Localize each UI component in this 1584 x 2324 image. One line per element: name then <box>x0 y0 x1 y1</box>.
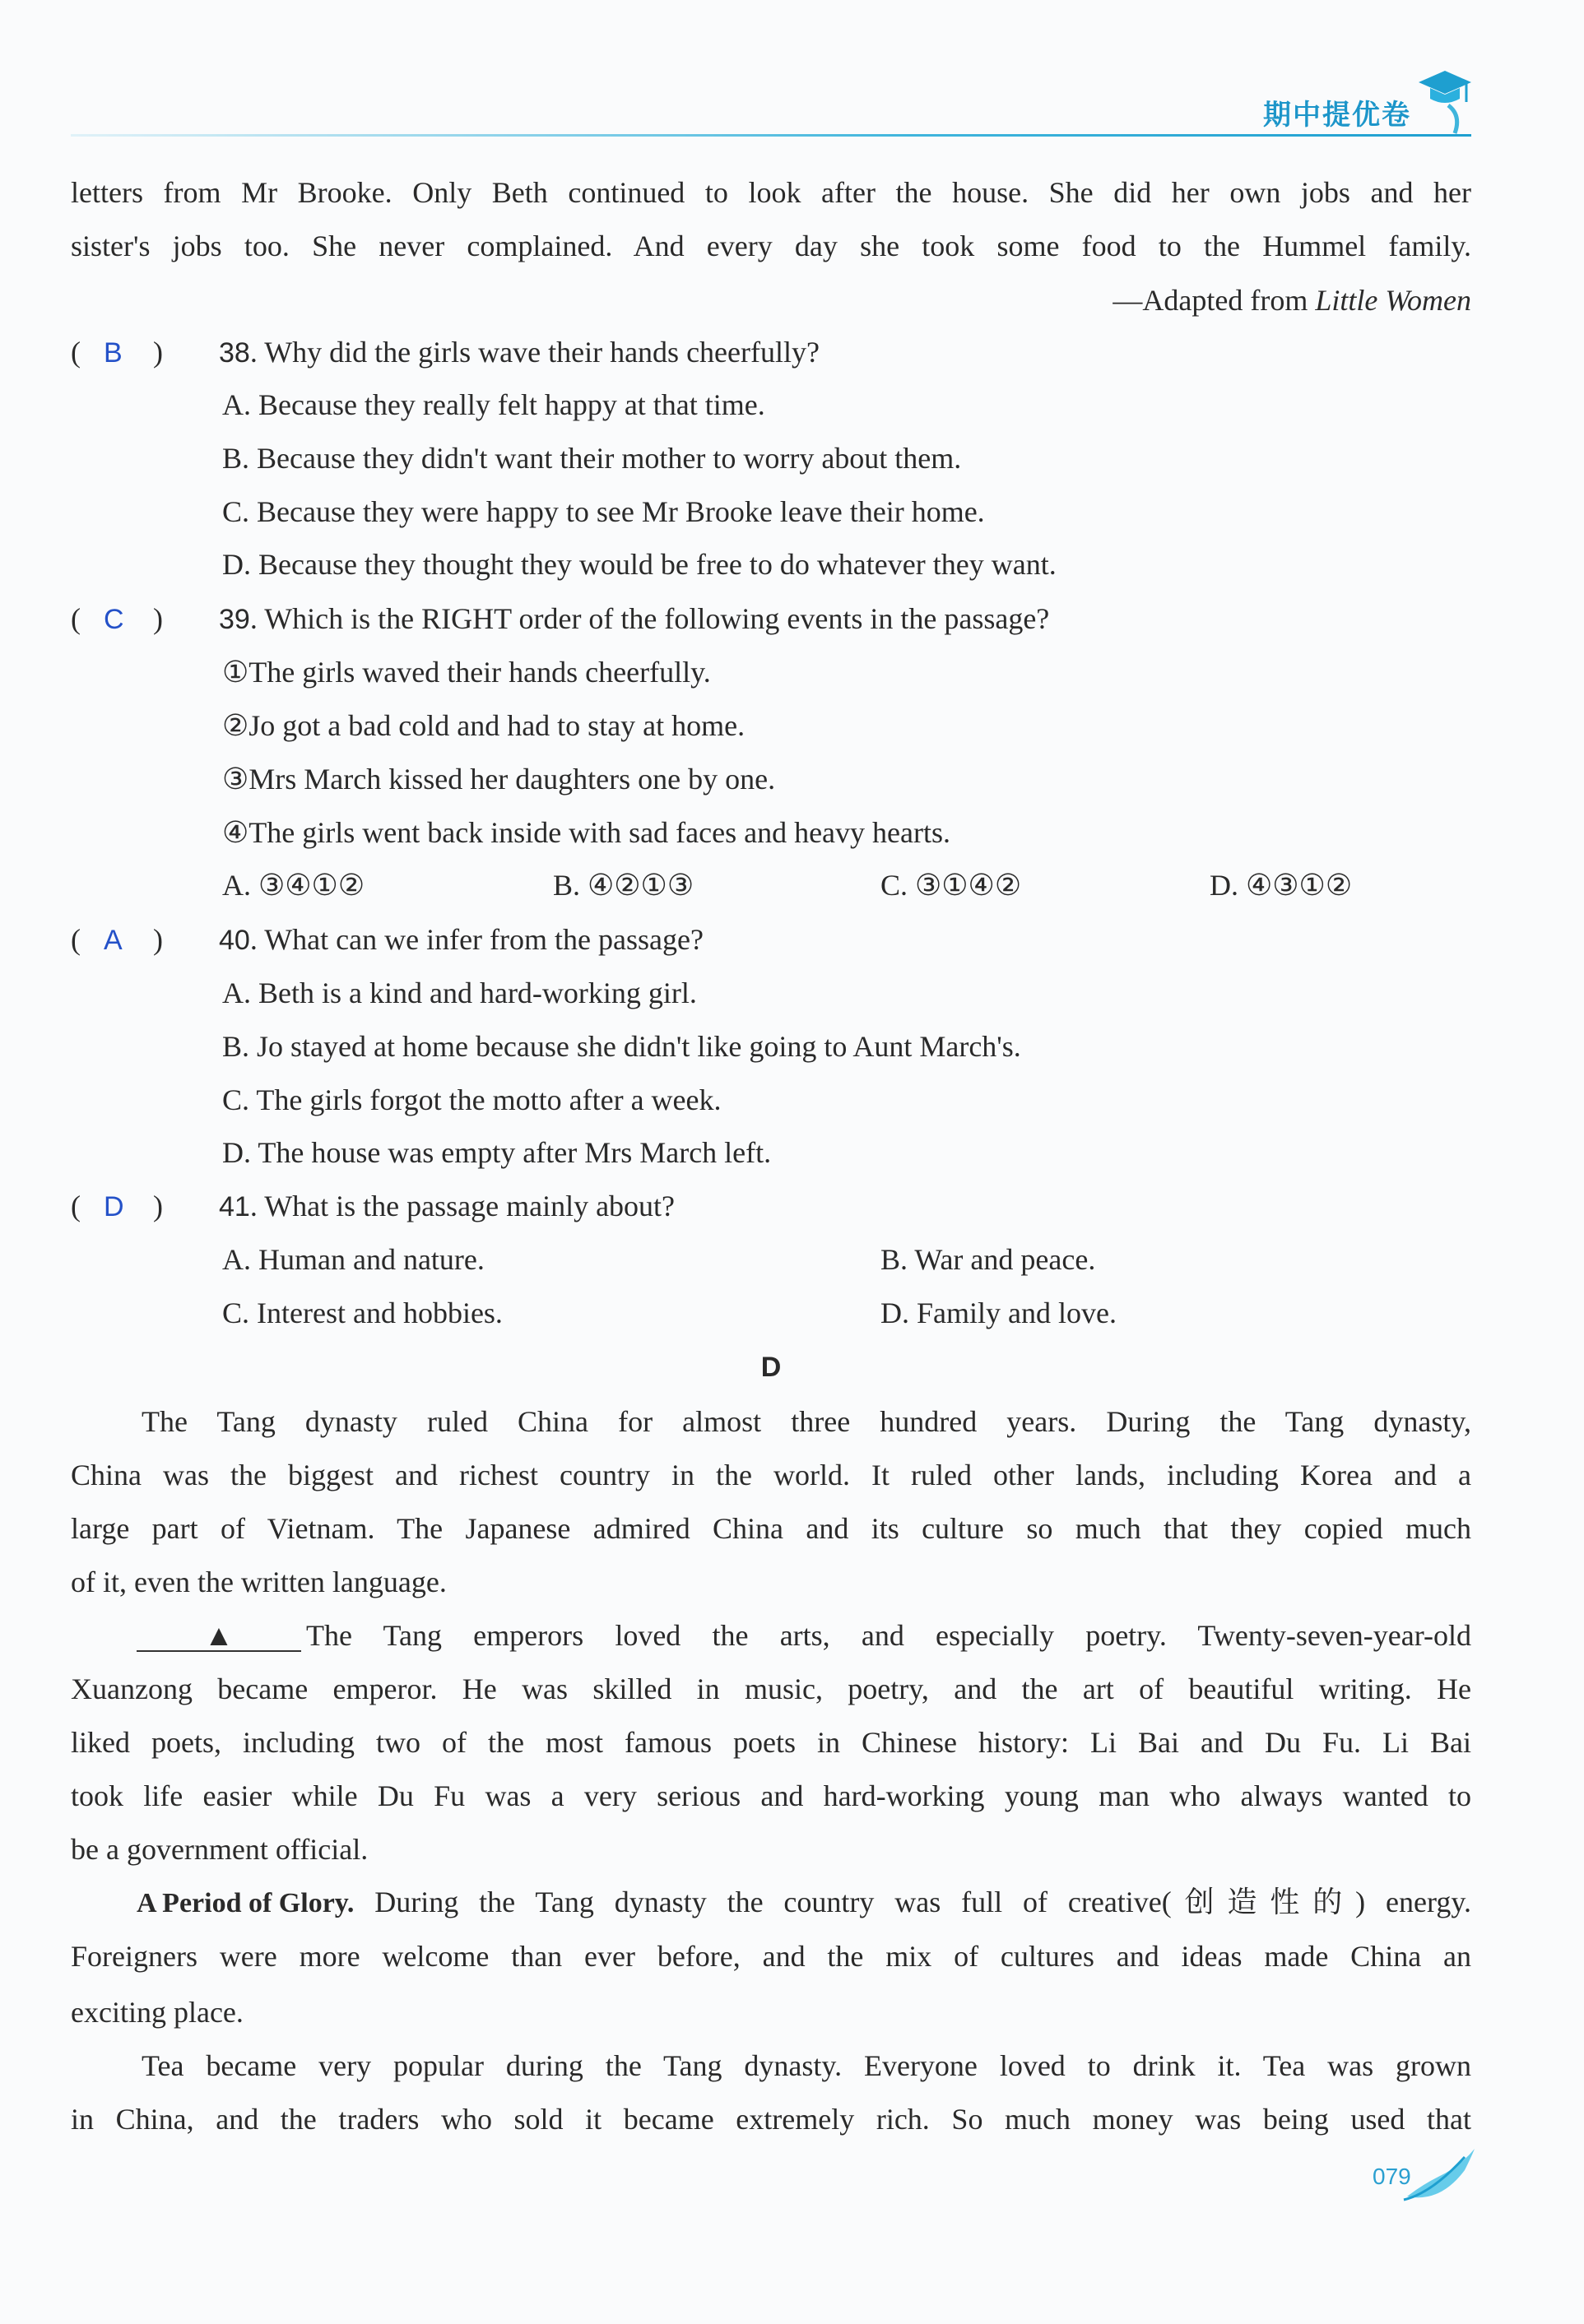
q40-option-d: D. The house was empty after Mrs March left. <box>222 1136 772 1169</box>
source-title: Little Women <box>1315 284 1471 317</box>
passage-d-p2-line-5: be a government official. <box>71 1833 369 1866</box>
passage-d-p1-line-2: China was the biggest and richest country in the world. It ruled other lands, including Korea and a <box>71 1459 1471 1491</box>
header-divider <box>71 134 1471 137</box>
triangle-marker-icon: ▲ <box>204 1619 234 1652</box>
passage-d-p4-line-1: Tea became very popular during the Tang dynasty. Everyone loved to drink it. Tea was grown <box>142 2049 1471 2082</box>
passage-d-p2-line-1 <box>137 1617 1471 1654</box>
q39-option-d: D. ④③①② <box>1210 869 1353 902</box>
answer-41[interactable]: D <box>104 1191 124 1222</box>
q39-option-c: C. ③①④② <box>880 869 1022 902</box>
p2-first-text: The Tang emperors loved the arts, and especially poetry. Twenty-seven-year-old <box>306 1619 1471 1652</box>
passage-d-p3-line-1 <box>137 1884 1471 1922</box>
passage-d-p3-line-3: exciting place. <box>71 1996 244 2029</box>
q38-option-c: C. Because they were happy to see Mr Brooke leave their home. <box>222 495 985 528</box>
q41-option-a: A. Human and nature. <box>222 1243 485 1276</box>
passage-d-p1-line-3: large part of Vietnam. The Japanese admired China and its culture so much that they copied much <box>71 1512 1471 1545</box>
q38-option-a: A. Because they really felt happy at that time. <box>222 388 765 421</box>
question-number: 39 <box>219 604 250 635</box>
passage-d-p1-line-4: of it, even the written language. <box>71 1566 447 1598</box>
passage-c-line-2: sister's jobs too. She never complained. And every day she took some food to the Hummel family. <box>71 230 1471 262</box>
question-stem: What can we infer from the passage? <box>264 923 704 956</box>
graduation-cap-icon <box>1415 64 1473 135</box>
q39-event-2: ②Jo got a bad cold and had to stay at home. <box>222 709 746 742</box>
answer-40[interactable]: A <box>104 925 123 956</box>
question-stem: Why did the girls wave their hands cheerfully? <box>264 336 820 369</box>
passage-d-p4-line-2: in China, and the traders who sold it became extremely rich. So much money was being used that <box>71 2103 1471 2136</box>
p3-first-text: During the Tang dynasty the country was full of creative(创造性的) energy. <box>354 1886 1471 1918</box>
header-title: 期中提优卷 <box>1263 99 1411 132</box>
answer-39[interactable]: C <box>104 604 124 635</box>
question-number: 40 <box>219 925 250 956</box>
answer-blank[interactable] <box>137 1617 301 1652</box>
source-prefix: —Adapted from <box>1113 284 1316 317</box>
p3-bold-lead: A Period of Glory. <box>137 1888 355 1918</box>
q40-option-a: A. Beth is a kind and hard-working girl. <box>222 976 697 1009</box>
q40-option-b: B. Jo stayed at home because she didn't like going to Aunt March's. <box>222 1030 1021 1063</box>
q39-event-1: ①The girls waved their hands cheerfully. <box>222 656 711 689</box>
passage-d-p3-line-2: Foreigners were more welcome than ever before, and the mix of cultures and ideas made China an <box>71 1940 1471 1973</box>
q39-option-a: A. ③④①② <box>222 869 365 902</box>
q38-option-d: D. Because they thought they would be free to do whatever they want. <box>222 548 1057 581</box>
question-number: 38 <box>219 337 250 369</box>
q39-event-4: ④The girls went back inside with sad faces and heavy hearts. <box>222 816 950 849</box>
question-stem: Which is the RIGHT order of the following events in the passage? <box>264 602 1050 635</box>
q41-option-c: C. Interest and hobbies. <box>222 1297 503 1329</box>
passage-c-source <box>71 282 1471 318</box>
question-number: 41 <box>219 1191 250 1222</box>
answer-38[interactable]: B <box>104 337 123 369</box>
question-stem: What is the passage mainly about? <box>264 1190 676 1222</box>
passage-d-p2-line-3: liked poets, including two of the most famous poets in Chinese history: Li Bai and Du Fu. Li Bai <box>71 1726 1471 1759</box>
q39-option-b: B. ④②①③ <box>553 869 694 902</box>
question-39: ( C ) 39. Which is the RIGHT order of the following events in the passage? <box>71 601 1471 638</box>
passage-c-line-1: letters from Mr Brooke. Only Beth continued to look after the house. She did her own jobs and her <box>71 176 1471 209</box>
question-38: ( B ) 38. Why did the girls wave their hands cheerfully? <box>71 334 1471 371</box>
question-40: ( A ) 40. What can we infer from the passage? <box>71 921 1471 958</box>
q41-option-b: B. War and peace. <box>880 1243 1096 1276</box>
q41-option-d: D. Family and love. <box>880 1297 1117 1329</box>
passage-d-p2-line-2: Xuanzong became emperor. He was skilled in music, poetry, and the art of beautiful writing. He <box>71 1672 1471 1705</box>
page-number: 079 <box>1373 2164 1411 2189</box>
passage-d-p2-line-4: took life easier while Du Fu was a very serious and hard-working young man who always wanted to <box>71 1779 1471 1812</box>
q38-option-b: B. Because they didn't want their mother to worry about them. <box>222 442 962 475</box>
q39-event-3: ③Mrs March kissed her daughters one by one. <box>222 763 776 796</box>
passage-d-heading: D <box>760 1352 782 1383</box>
question-41: ( D ) 41. What is the passage mainly about? <box>71 1188 1471 1225</box>
passage-d-p1-line-1: The Tang dynasty ruled China for almost three hundred years. During the Tang dynasty, <box>142 1405 1471 1438</box>
q40-option-c: C. The girls forgot the motto after a week. <box>222 1083 722 1116</box>
